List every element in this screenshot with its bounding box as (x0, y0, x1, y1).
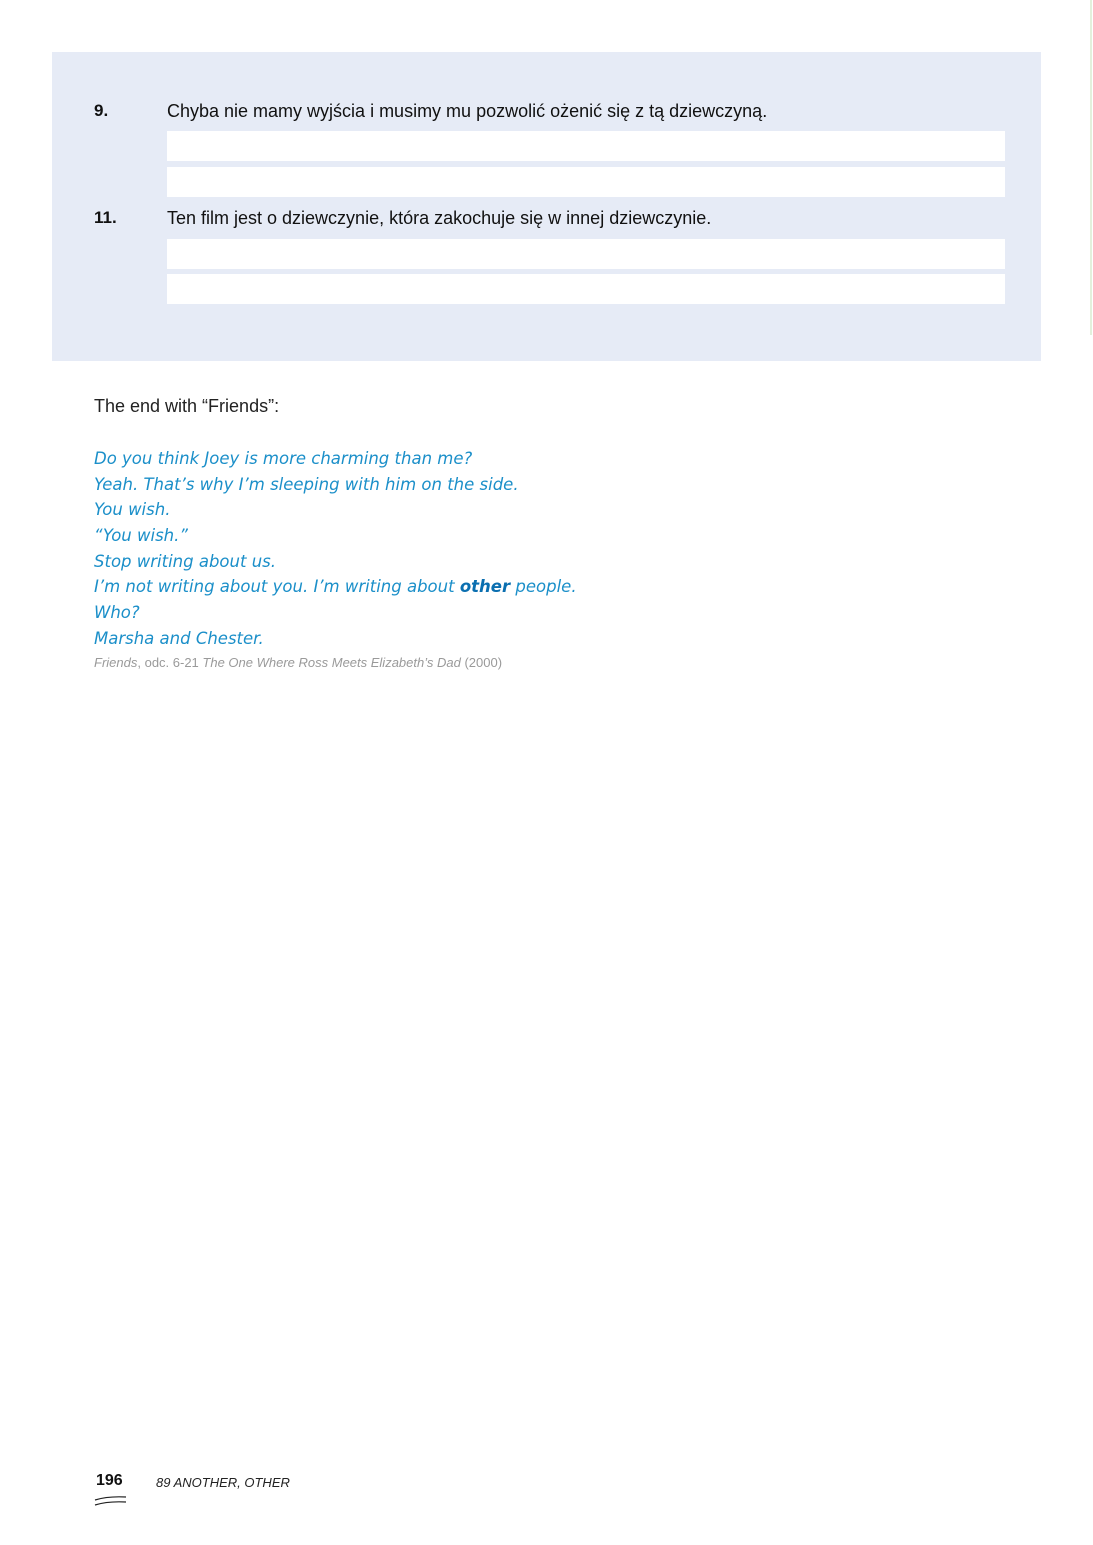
item-sentence: Chyba nie mamy wyjścia i musimy mu pozwolić ożenić się z tą dziewczyną. (167, 101, 768, 121)
quote-line (94, 574, 577, 600)
source-show: Friends (94, 655, 138, 670)
quote-line: Who? (94, 603, 140, 623)
source-episode: , odc. 6-21 (137, 655, 203, 670)
quote-line: Yeah. That’s why I’m sleeping with him on the side. (94, 474, 519, 494)
quote-line-start: I’m not writing about you. I’m writing about (94, 577, 460, 597)
quote-line: Marsha and Chester. (94, 628, 264, 648)
page-edge-line (1090, 0, 1092, 335)
quote-source (94, 655, 502, 670)
source-year: (2000) (460, 655, 503, 670)
item-sentence: Ten film jest o dziewczynie, która zakochuje się w innej dziewczynie. (167, 208, 712, 228)
answer-field[interactable] (167, 274, 1005, 304)
quote-line: Stop writing about us. (94, 551, 276, 571)
quote-line: “You wish.” (94, 526, 188, 546)
quote-line: You wish. (94, 500, 171, 520)
answer-field[interactable] (167, 131, 1005, 161)
answer-field[interactable] (167, 167, 1005, 197)
quote-intro: The end with “Friends”: (94, 396, 280, 416)
friends-quote (94, 446, 577, 652)
item-number: 11. (94, 208, 117, 227)
source-title: The One Where Ross Meets Elizabeth’s Dad (202, 655, 461, 670)
page-number-underline-icon (94, 1494, 128, 1508)
quote-line: Do you think Joey is more charming than me? (94, 449, 473, 468)
exercise-box (52, 52, 1041, 361)
answer-field[interactable] (167, 239, 1005, 269)
emphasized-word: other (459, 577, 511, 597)
quote-line-end: people. (510, 577, 577, 597)
section-title: 89 ANOTHER, OTHER (156, 1475, 290, 1490)
item-number: 9. (94, 101, 109, 120)
page-number: 196 (96, 1472, 123, 1489)
